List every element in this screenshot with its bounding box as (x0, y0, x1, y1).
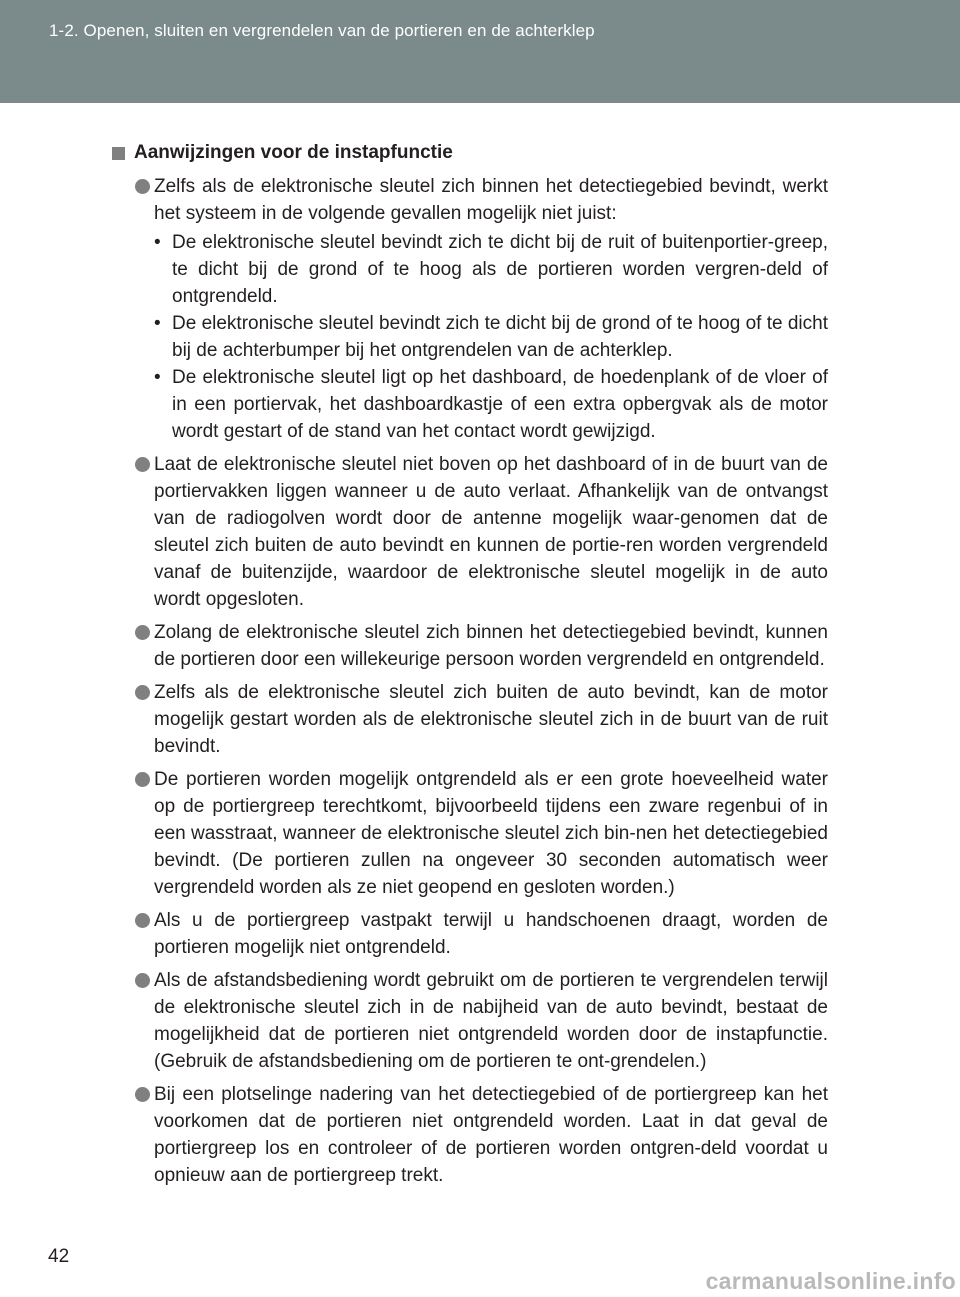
watermark: carmanualsonline.info (705, 1268, 956, 1294)
list-item-text: Zolang de elektronische sleutel zich binnen het detectiegebied bevindt, kunnen de portieren door een willekeurige persoon worden vergrendeld en ontgrendeld. (154, 622, 828, 670)
list-item (134, 451, 828, 613)
sub-list (154, 229, 828, 445)
dot-bullet-icon: • (154, 367, 161, 388)
circle-bullet-icon (135, 685, 150, 700)
bullet-list (134, 173, 828, 1195)
section-heading (112, 142, 453, 164)
page-header (0, 0, 960, 103)
list-item (134, 619, 828, 673)
circle-bullet-icon (135, 913, 150, 928)
circle-bullet-icon (135, 625, 150, 640)
list-item-text: Als u de portiergreep vastpakt terwijl u handschoenen draagt, worden de portieren mogelijk niet ontgrendeld. (154, 910, 828, 958)
circle-bullet-icon (135, 772, 150, 787)
list-item-text: Zelfs als de elektronische sleutel zich buiten de auto bevindt, kan de motor mogelijk gestart worden als de elektronische sleutel zich in de buurt van de ruit bevindt. (154, 682, 828, 757)
sub-list-item (154, 310, 828, 364)
list-item-text: Bij een plotselinge nadering van het detectiegebied of de portiergreep kan het voorkomen dat de portieren niet ontgrendeld worden. Laat in dat geval de portiergreep los en controleer of de portieren worden ontgren-deld voordat u opnieuw aan de portiergreep trekt. (154, 1084, 828, 1186)
circle-bullet-icon (135, 1087, 150, 1102)
list-item (134, 766, 828, 901)
list-item (134, 679, 828, 760)
square-bullet-icon (112, 147, 125, 160)
sub-list-item (154, 229, 828, 310)
list-item-text: Als de afstandsbediening wordt gebruikt om de portieren te vergrendelen terwijl de elektronische sleutel zich in de nabijheid van de auto bevindt, bestaat de mogelijkheid dat de portieren niet ontgrendeld worden door de instapfunctie. (Gebruik de afstandsbediening om de portieren te ont-grendelen.) (154, 970, 828, 1072)
list-item (134, 967, 828, 1075)
sub-list-item (154, 364, 828, 445)
section-heading-text: Aanwijzingen voor de instapfunctie (134, 142, 453, 163)
list-item (134, 907, 828, 961)
circle-bullet-icon (135, 973, 150, 988)
sub-list-item-text: De elektronische sleutel bevindt zich te dicht bij de ruit of buitenportier-greep, te dicht bij de grond of te hoog als de portieren worden vergren-deld of ontgrendeld. (172, 232, 828, 307)
header-title: 1-2. Openen, sluiten en vergrendelen van de portieren en de achterklep (49, 21, 595, 40)
circle-bullet-icon (135, 457, 150, 472)
sub-list-item-text: De elektronische sleutel ligt op het dashboard, de hoedenplank of de vloer of in een portiervak, het dashboardkastje of een extra opbergvak als de motor wordt gestart of de stand van het contact wordt gewijzigd. (172, 367, 828, 442)
sub-list-item-text: De elektronische sleutel bevindt zich te dicht bij de grond of te hoog of te dicht bij de achterbumper bij het ontgrendelen van de achterklep. (172, 313, 828, 361)
list-item (134, 1081, 828, 1189)
dot-bullet-icon: • (154, 232, 161, 253)
list-item-text: De portieren worden mogelijk ontgrendeld als er een grote hoeveelheid water op de portiergreep terechtkomt, bijvoorbeeld tijdens een zware regenbui of in een wasstraat, wanneer de elektronische sleutel zich bin-nen het detectiegebied bevindt. (De portieren zullen na ongeveer 30 seconden automatisch weer vergrendeld worden als ze niet geopend en gesloten worden.) (154, 769, 828, 898)
page-number: 42 (48, 1246, 70, 1267)
dot-bullet-icon: • (154, 313, 161, 334)
list-item (134, 173, 828, 445)
list-item-text: Zelfs als de elektronische sleutel zich binnen het detectiegebied bevindt, werkt het systeem in de volgende gevallen mogelijk niet juist: (154, 176, 828, 224)
circle-bullet-icon (135, 179, 150, 194)
list-item-text: Laat de elektronische sleutel niet boven op het dashboard of in de buurt van de portiervakken liggen wanneer u de auto verlaat. Afhankelijk van de ontvangst van de radiogolven wordt door de antenne mogelijk waar-genomen dat de sleutel zich buiten de auto bevindt en kunnen de portie-ren worden vergrendeld vanaf de buitenzijde, waardoor de elektronische sleutel mogelijk in de auto wordt opgesloten. (154, 454, 828, 610)
